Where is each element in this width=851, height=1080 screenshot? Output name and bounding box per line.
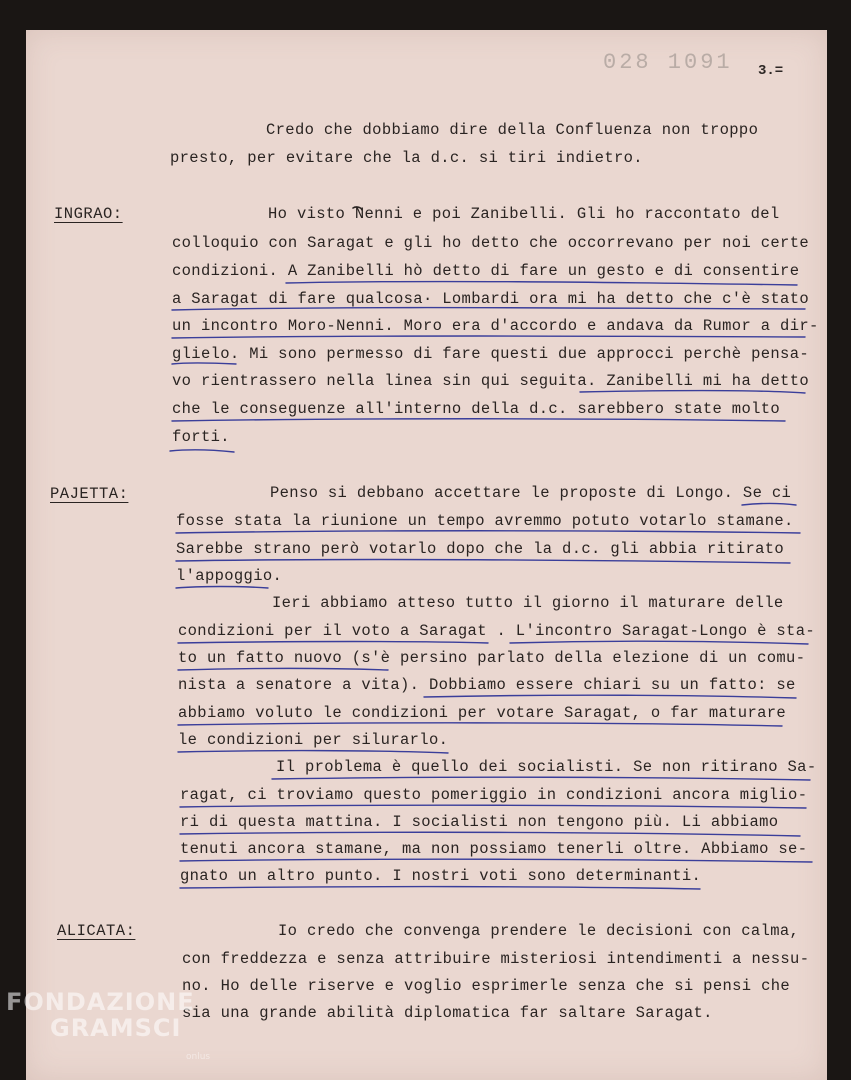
text-line: Penso si debbano accettare le proposte di Longo. Se ci	[270, 484, 792, 502]
archive-reference-number: 028 1091	[603, 50, 733, 75]
text-line: Io credo che convenga prendere le decisioni con calma,	[278, 922, 800, 940]
text-line: Ho visto Nenni e poi Zanibelli. Gli ho raccontato del	[268, 205, 780, 223]
speaker-alicata: ALICATA:	[57, 922, 136, 940]
watermark-gramsci: GRAMSCI	[50, 1014, 182, 1042]
text-line: ri di questa mattina. I socialisti non tengono più. Li abbiamo	[180, 813, 779, 831]
text-line: a Saragat di fare qualcosa· Lombardi ora mi ha detto che c'è stato	[172, 290, 809, 308]
text-line: abbiamo voluto le condizioni per votare Saragat, o far maturare	[178, 704, 787, 722]
text-line: fosse stata la riunione un tempo avremmo potuto votarlo stamane.	[176, 512, 794, 530]
text-line: nista a senatore a vita). Dobbiamo essere chiari su un fatto: se	[178, 676, 796, 694]
text-line: Credo che dobbiamo dire della Confluenza non troppo	[266, 121, 759, 139]
text-line: tenuti ancora stamane, ma non possiamo tenerli oltre. Abbiamo se-	[180, 840, 808, 858]
text-line: glielo. Mi sono permesso di fare questi due approcci perchè pensa-	[172, 345, 809, 363]
text-line: forti.	[172, 428, 230, 446]
text-line: Ieri abbiamo atteso tutto il giorno il maturare delle	[272, 594, 784, 612]
page-number: 3.=	[758, 63, 784, 79]
text-line: che le conseguenze all'interno della d.c. sarebbero state molto	[172, 400, 781, 418]
text-line: Sarebbe strano però votarlo dopo che la d.c. gli abbia ritirato	[176, 540, 785, 558]
text-line: vo rientrassero nella linea sin qui seguita. Zanibelli mi ha detto	[172, 372, 809, 390]
text-line: le condizioni per silurarlo.	[178, 731, 449, 749]
text-line: to un fatto nuovo (s'è persino parlato della elezione di un comu-	[178, 649, 806, 667]
text-line: condizioni. A Zanibelli hò detto di fare un gesto e di consentire	[172, 262, 800, 280]
watermark-fondazione: FONDAZIONE	[6, 988, 195, 1016]
text-line: Il problema è quello dei socialisti. Se non ritirano Sa-	[276, 758, 817, 776]
text-line: condizioni per il voto a Saragat . L'incontro Saragat-Longo è sta-	[178, 622, 815, 640]
speaker-ingrao: INGRAO:	[54, 205, 123, 223]
text-line: un incontro Moro-Nenni. Moro era d'accordo e andava da Rumor a dir-	[172, 317, 819, 335]
text-line: presto, per evitare che la d.c. si tiri indietro.	[170, 149, 643, 167]
text-line: no. Ho delle riserve e voglio esprimerle senza che si pensi che	[182, 977, 791, 995]
text-line: con freddezza e senza attribuire misteriosi intendimenti a nessu-	[182, 950, 810, 968]
text-line: gnato un altro punto. I nostri voti sono determinanti.	[180, 867, 702, 885]
text-line: colloquio con Saragat e gli ho detto che occorrevano per noi certe	[172, 234, 809, 252]
text-line: l'appoggio.	[176, 567, 283, 585]
text-line: ragat, ci troviamo questo pomeriggio in condizioni ancora miglio-	[180, 786, 808, 804]
speaker-pajetta: PAJETTA:	[50, 485, 129, 503]
watermark-onlus: onlus	[186, 1052, 211, 1062]
text-line: sia una grande abilità diplomatica far saltare Saragat.	[182, 1004, 713, 1022]
